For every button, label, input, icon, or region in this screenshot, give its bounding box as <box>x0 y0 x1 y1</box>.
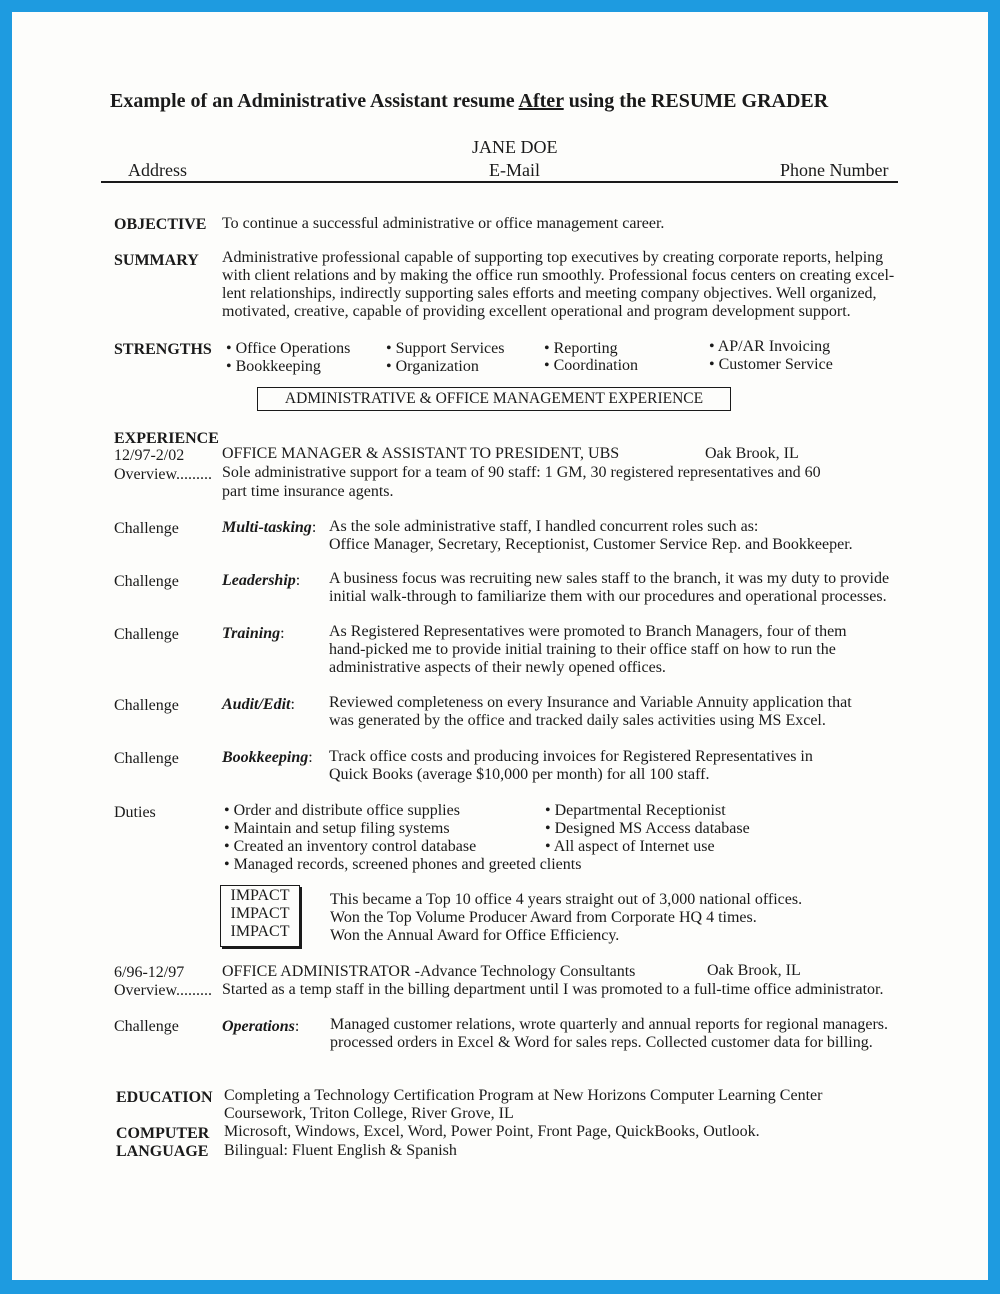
challenge-line: administrative aspects of their newly opened offices. <box>329 659 666 676</box>
header-rule <box>101 181 898 183</box>
computer-text: Microsoft, Windows, Excel, Word, Power Point, Front Page, QuickBooks, Outlook. <box>224 1123 760 1140</box>
header-address: Address <box>128 160 187 180</box>
challenge-line: Managed customer relations, wrote quarterly and annual reports for regional managers. <box>330 1016 889 1033</box>
challenge-line: hand-picked me to provide initial training to their office staff on how to run the <box>329 641 836 658</box>
education-label: EDUCATION <box>116 1089 213 1106</box>
strengths-label: STRENGTHS <box>114 341 212 358</box>
job1-title: OFFICE MANAGER & ASSISTANT TO PRESIDENT, UBS <box>222 445 620 462</box>
resume-page: Example of an Administrative Assistant resume After using the RESUME GRADER JANE DOE Address E-Mail Phone Number OBJECTIVE To continue a successful administrative or office management career. SUMMARY Administrative professional capable of supporting top executives by creating corporate reports, helping with client relations and by making the office run smoothly. Professional focus centers on creating excel- lent relationships, indirectly supporting sales efforts and meeting company objectives. Well organized, motivated, creative, capable of providing excellent operational and program development support. STRENGTHS • Office Operations • Support Services • Reporting • AP/AR Invoicing • Bookkeeping • Organization • Coordination • Customer Service ADMINISTRATIVE & OFFICE MANAGEMENT EXPERIENCE EXPERIENCE 12/97-2/02 OFFICE MANAGER & ASSISTANT TO PRESIDENT, UBS Oak Brook, IL Overview......... Sole administrative support for a team of 90 staff: 1 GM, 30 registered representatives and 60 part time insurance agents. Challenge Multi-tasking: As the sole administrative staff, I handled concurrent roles such as: Office Manager, Secretary, Receptionist, Customer Service Rep. and Bookkeeper. Challenge Leadership: A business focus was recruiting new sales staff to the branch, it was my duty to provide initial walk-through to familiarize them with our procedures and operational processes. Challenge Training: As Registered Representatives were promoted to Branch Managers, four of them hand-picked me to provide initial training to their office staff on how to run the administrative aspects of their newly opened offices. Challenge Audit/Edit: Reviewed completeness on every Insurance and Variable Annuity application that was generated by the office and tracked daily sales activities using MS Excel. Challenge Bookkeeping: Track office costs and producing invoices for Registered Representatives in Quick Books (average $10,000 per month) for all 100 staff. Duties • Order and distribute office supplies • Maintain and setup filing systems • Created an inventory control database • Managed records, screened phones and greeted clients • Departmental Receptionist • Designed MS Access database • All aspect of Internet use IMPACT IMPACT IMPACT This became a Top 10 office 4 years straight out of 3,000 national offices. Won the Top Volume Producer Award from Corporate HQ 4 times. Won the Annual Award for Office Efficiency. 6/96-12/97 OFFICE ADMINISTRATOR -Advance Technology Consultants Oak Brook, IL Overview......... Started as a temp staff in the billing department until I was promoted to a full-time office administrator. Challenge Operations: Managed customer relations, wrote quarterly and annual reports for regional managers. processed orders in Excel & Word for sales reps. Collected customer data for billing. EDUCATION Completing a Technology Certification Program at New Horizons Computer Learning Center Coursework, Triton College, River Grove, IL COMPUTER Microsoft, Windows, Excel, Word, Power Point, Front Page, QuickBooks, Outlook. LANGUAGE Bilingual: Fluent English & Spanish <box>12 12 988 1280</box>
challenge-label: Challenge <box>114 1018 179 1035</box>
header-phone: Phone Number <box>780 160 889 180</box>
challenge-skill: Bookkeeping <box>222 749 309 766</box>
duty-item: • Departmental Receptionist <box>545 802 726 819</box>
strength-item: • Coordination <box>544 357 639 374</box>
job1-overview-label: Overview......... <box>114 466 213 483</box>
summary-line: Administrative professional capable of supporting top executives by creating corporate reports, helping <box>222 249 884 266</box>
challenge-label: Challenge <box>114 626 179 643</box>
challenge-line: initial walk-through to familiarize them with our procedures and operational processes. <box>329 588 887 605</box>
summary-line: motivated, creative, capable of providing excellent operational and program development support. <box>222 303 851 320</box>
impact-text: Won the Annual Award for Office Efficiency. <box>330 927 620 944</box>
duty-item: • Order and distribute office supplies <box>224 802 460 819</box>
duty-item: • Designed MS Access database <box>545 820 750 837</box>
job2-overview: Started as a temp staff in the billing department until I was promoted to a full-time office administrator. <box>222 981 884 998</box>
strength-item: • AP/AR Invoicing <box>709 338 831 355</box>
duty-item: • All aspect of Internet use <box>545 838 715 855</box>
challenge-skill: Training <box>222 625 281 642</box>
education-line: Completing a Technology Certification Program at New Horizons Computer Learning Center <box>224 1087 823 1104</box>
challenge-line: Office Manager, Secretary, Receptionist, Customer Service Rep. and Bookkeeper. <box>329 536 853 553</box>
job2-overview-label: Overview......... <box>114 982 213 999</box>
challenge-skill: Multi-tasking <box>222 519 312 536</box>
job1-overview-line: Sole administrative support for a team of 90 staff: 1 GM, 30 registered representatives and 60 <box>222 464 821 481</box>
job1-location: Oak Brook, IL <box>705 445 799 462</box>
title-part1: Example of an Administrative Assistant resume <box>110 90 519 112</box>
challenge-label: Challenge <box>114 750 179 767</box>
summary-line: lent relationships, indirectly supporting sales efforts and meeting company objectives. Well organized, <box>222 285 877 302</box>
challenge-label: Challenge <box>114 520 179 537</box>
challenge-label: Challenge <box>114 573 179 590</box>
duty-item: • Managed records, screened phones and greeted clients <box>224 856 582 873</box>
strength-item: • Bookkeeping <box>226 358 321 375</box>
job1-dates: 12/97-2/02 <box>114 447 185 464</box>
challenge-skill: Leadership <box>222 572 296 589</box>
candidate-name: JANE DOE <box>472 137 558 157</box>
language-label: LANGUAGE <box>116 1143 209 1160</box>
duty-item: • Maintain and setup filing systems <box>224 820 450 837</box>
challenge-label: Challenge <box>114 697 179 714</box>
summary-line: with client relations and by making the office run smoothly. Professional focus centers on creating excel- <box>222 267 895 284</box>
challenge-skill: Operations <box>222 1018 295 1035</box>
job2-title: OFFICE ADMINISTRATOR -Advance Technology Consultants <box>222 963 636 980</box>
challenge-line: Quick Books (average $10,000 per month) for all 100 staff. <box>329 766 710 783</box>
strength-item: • Organization <box>386 358 479 375</box>
title-part2: using the RESUME GRADER <box>563 90 829 112</box>
impact-text: Won the Top Volume Producer Award from Corporate HQ 4 times. <box>330 909 757 926</box>
challenge-line: was generated by the office and tracked daily sales activities using MS Excel. <box>329 712 826 729</box>
challenge-line: A business focus was recruiting new sales staff to the branch, it was my duty to provide <box>329 570 890 587</box>
challenge-line: As the sole administrative staff, I handled concurrent roles such as: <box>329 518 759 535</box>
experience-banner: ADMINISTRATIVE & OFFICE MANAGEMENT EXPERIENCE <box>257 387 731 411</box>
impact-box <box>220 885 300 947</box>
challenge-line: Reviewed completeness on every Insurance and Variable Annuity application that <box>329 694 852 711</box>
strength-item: • Customer Service <box>709 356 833 373</box>
experience-label: EXPERIENCE <box>114 430 219 447</box>
strength-item: • Office Operations <box>226 340 351 357</box>
language-text: Bilingual: Fluent English & Spanish <box>224 1142 457 1159</box>
impact-label: IMPACT <box>230 887 290 904</box>
challenge-line: Track office costs and producing invoices for Registered Representatives in <box>329 748 813 765</box>
summary-label: SUMMARY <box>114 252 199 269</box>
objective-text: To continue a successful administrative or office management career. <box>222 215 665 232</box>
job2-location: Oak Brook, IL <box>707 962 801 979</box>
duties-label: Duties <box>114 804 156 821</box>
impact-label: IMPACT <box>230 905 290 922</box>
page-title <box>110 90 828 112</box>
title-after: After <box>518 90 564 112</box>
challenge-skill: Audit/Edit <box>222 696 291 713</box>
impact-text: This became a Top 10 office 4 years straight out of 3,000 national offices. <box>330 891 803 908</box>
computer-label: COMPUTER <box>116 1125 210 1142</box>
strength-item: • Reporting <box>544 340 618 357</box>
strength-item: • Support Services <box>386 340 505 357</box>
job2-dates: 6/96-12/97 <box>114 964 185 981</box>
duty-item: • Created an inventory control database <box>224 838 477 855</box>
job1-overview-line: part time insurance agents. <box>222 483 394 500</box>
education-line: Coursework, Triton College, River Grove, IL <box>224 1105 514 1122</box>
header-email: E-Mail <box>489 160 540 180</box>
challenge-line: processed orders in Excel & Word for sales reps. Collected customer data for billing. <box>330 1034 873 1051</box>
objective-label: OBJECTIVE <box>114 216 207 233</box>
challenge-line: As Registered Representatives were promoted to Branch Managers, four of them <box>329 623 847 640</box>
impact-label: IMPACT <box>230 923 290 940</box>
